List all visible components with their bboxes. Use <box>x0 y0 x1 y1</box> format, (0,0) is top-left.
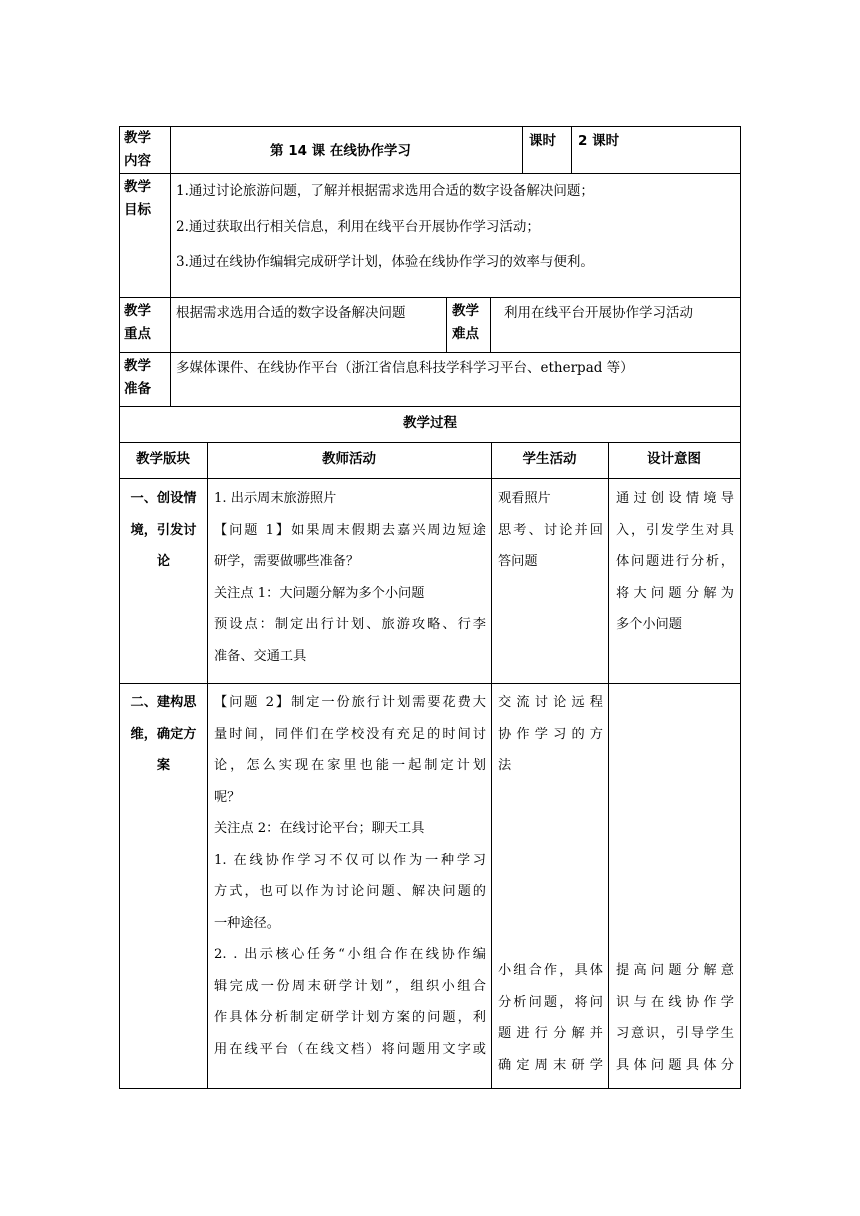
row-divider <box>119 442 741 443</box>
column-header-intent: 设计意图 <box>647 451 701 467</box>
col-divider <box>522 126 523 173</box>
preparation-label: 教学 准备 <box>124 358 151 397</box>
column-header-section: 教学版块 <box>136 451 190 467</box>
row-divider <box>119 683 741 684</box>
table-border-right <box>740 126 741 1089</box>
table-border-left <box>119 126 120 1089</box>
col-divider <box>490 297 491 352</box>
section-label: 一、创设情 境，引发讨 论 <box>130 491 197 569</box>
preparation-value: 多媒体课件、在线协作平台（浙江省信息科技学科学习平台、etherpad 等） <box>176 360 634 376</box>
objective-item: 2.通过获取出行相关信息，利用在线平台开展协作学习活动； <box>176 219 540 235</box>
section-label: 二、建构思 维，确定方 案 <box>130 695 197 773</box>
key-point-value: 根据需求选用合适的数字设备解决问题 <box>176 305 406 321</box>
row-divider <box>119 297 741 298</box>
content-label: 教学 内容 <box>124 130 151 169</box>
hours-value: 2 课时 <box>578 133 620 149</box>
column-header-student: 学生活动 <box>522 451 577 467</box>
col-divider <box>207 442 208 1088</box>
difficult-point-value: 利用在线平台开展协作学习活动 <box>504 305 693 321</box>
row-divider <box>119 406 741 407</box>
objective-item: 1.通过讨论旅游问题，了解并根据需求选用合适的数字设备解决问题； <box>176 183 594 199</box>
lesson-title: 第 14 课 在线协作学习 <box>270 143 411 159</box>
key-point-label: 教学 重点 <box>124 303 151 342</box>
col-divider <box>608 442 609 1088</box>
table-border-top <box>119 126 741 127</box>
student-activity: 交流讨论远程 协作学习的方 法 <box>498 695 603 773</box>
col-divider <box>170 126 171 406</box>
column-header-teacher: 教师活动 <box>322 451 376 467</box>
row-divider <box>119 173 741 174</box>
row-divider <box>119 478 741 479</box>
difficult-point-label: 教学 难点 <box>452 303 479 342</box>
hours-label: 课时 <box>529 133 556 149</box>
objective-item: 3.通过在线协作编辑完成研学计划，体验在线协作学习的效率与便利。 <box>176 254 594 270</box>
row-divider <box>119 352 741 353</box>
process-title: 教学过程 <box>403 415 457 431</box>
student-activity: 小组合作，具体 分析问题，将问 题进行分解并 确定周末研学 <box>498 963 603 1073</box>
teacher-activity: 1. 出示周末旅游照片 【问题 1】如果周末假期去嘉兴周边短途 研学，需要做哪些准备？ 关注点 1：大问题分解为多个小问题 预设点：制定出行计划、旅游攻略、行李 准备、交通工具 <box>214 491 486 664</box>
col-divider <box>491 442 492 1088</box>
teacher-activity: 【问题 2】制定一份旅行计划需要花费大 量时间，同伴们在学校没有充足的时间讨 论，怎么实现在家里也能一起制定计划 呢？ 关注点 2：在线讨论平台；聊天工具 1. 在线协作学习不仅可以作为一种学习 方式，也可以作为讨论问题、解决问题的 一种途径。 2. . 出示核心任务“小组合作在线协作编 辑完成一份周末研学计划”，组织小组合 作具体分析制定研学计划方案的问题，利 用在线平台（在线文档）将问题用文字或 <box>214 695 486 1057</box>
table-border-bottom <box>119 1088 741 1089</box>
design-intent: 通过创设情境导 入，引发学生对具 体问题进行分析， 将大问题分解为 多个小问题 <box>616 491 734 632</box>
design-intent: 提高问题分解意 识与在线协作学 习意识，引导学生 具体问题具体分 <box>616 963 734 1073</box>
student-activity: 观看照片 思考、讨论并回 答问题 <box>498 491 603 569</box>
objectives-label: 教学 目标 <box>124 179 151 218</box>
col-divider <box>446 297 447 352</box>
col-divider <box>571 126 572 173</box>
